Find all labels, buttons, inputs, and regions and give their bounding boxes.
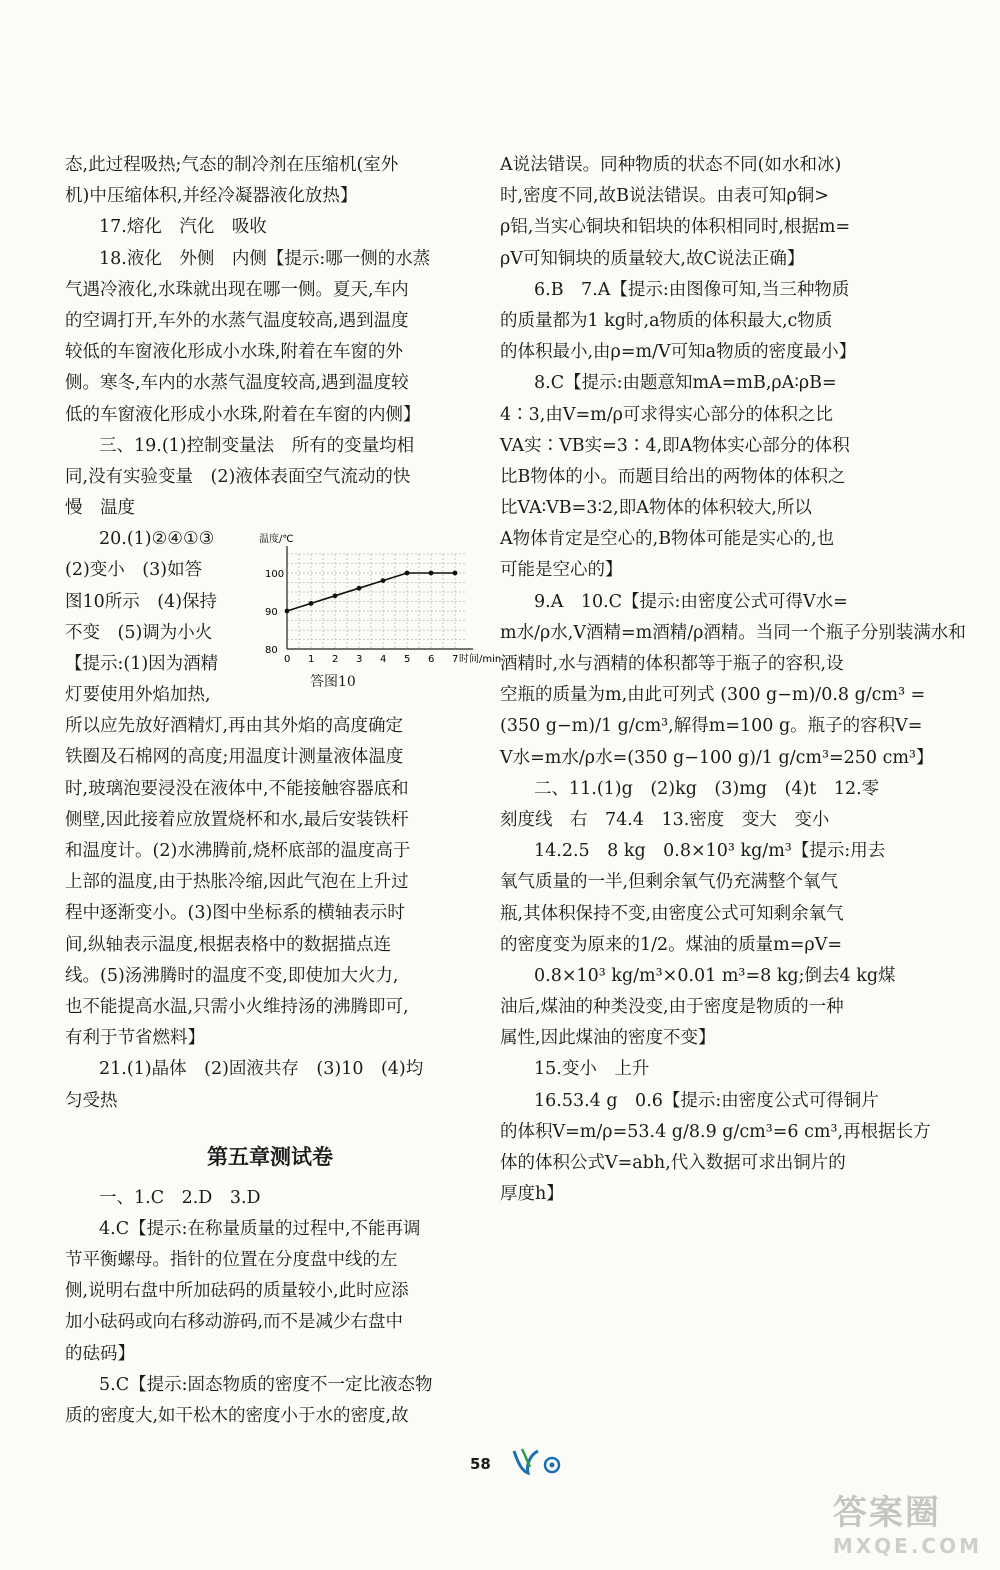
x-axis-label: 时间/min (459, 654, 502, 666)
text-line: 16.53.4 g 0.6【提示:由密度公式可得铜片 (534, 1090, 879, 1111)
text-line: 同,没有实验变量 (2)液体表面空气流动的快 (65, 466, 411, 487)
text-line: 8.C【提示:由题意知mA=mB,ρA∶ρB= (534, 373, 837, 394)
text-line: 一、1.C 2.D 3.D (99, 1187, 261, 1208)
chart-caption: 答图10 (310, 674, 356, 691)
text-line: 侧壁,因此接着应放置烧杯和水,最后安装铁杆 (65, 809, 409, 830)
text-line: ρ铝,当实心铜块和铝块的体积相同时,根据m= (500, 217, 851, 238)
text-line: 态,此过程吸热;气态的制冷剂在压缩机(室外 (65, 155, 399, 175)
text-line: 侧。寒冬,车内的水蒸气温度较高,遇到温度较 (65, 373, 409, 394)
text-line: 机)中压缩体积,并经冷凝器液化放热】 (65, 186, 358, 207)
text-line: VA实∶VB实=3∶4,即A物体实心部分的体积 (500, 435, 850, 456)
text-line: 的体积最小,由ρ=m/V可知a物质的密度最小】 (500, 342, 857, 363)
text-line: 图10所示 (4)保持 (65, 591, 218, 612)
text-line: 上部的温度,由于热胀冷缩,因此气泡在上升过 (65, 872, 409, 893)
x-tick-label: 6 (428, 654, 435, 666)
y-tick-label: 100 (265, 569, 285, 581)
text-line: 14.2.5 8 kg 0.8×10³ kg/m³【提示:用去 (534, 841, 886, 862)
text-line: 的体积V=m/ρ=53.4 g/8.9 g/cm³=6 cm³,再根据长方 (500, 1121, 931, 1142)
text-line: 18.液化 外侧 内侧【提示:哪一侧的水蒸 (99, 248, 431, 269)
text-line: 21.(1)晶体 (2)固液共存 (3)10 (4)均 (99, 1059, 424, 1080)
text-line: 的砝码】 (65, 1343, 135, 1364)
text-line: 空瓶的质量为m,由此可列式 (300 g−m)/0.8 g/cm³ = (500, 685, 926, 706)
y-tick-label: 80 (265, 645, 278, 657)
data-point (333, 594, 338, 599)
text-line: 刻度线 右 74.4 13.密度 变大 变小 (500, 809, 830, 830)
text-line: 和温度计。(2)水沸腾前,烧杯底部的温度高于 (65, 841, 411, 861)
data-point (381, 578, 386, 583)
text-line: 比VA∶VB=3∶2,即A物体的体积较大,所以 (500, 498, 812, 519)
left-text-block-a (65, 150, 475, 524)
text-line: 属性,因此煤油的密度不变】 (500, 1028, 716, 1049)
text-line: 慢 温度 (65, 498, 135, 519)
text-line: 【提示:(1)因为酒精 (65, 654, 219, 674)
left-column (65, 150, 502, 1432)
text-line: 程中逐渐变小。(3)图中坐标系的横轴表示时 (65, 903, 405, 924)
watermark (833, 1485, 982, 1558)
text-line: 的空调打开,车外的水蒸气温度较高,遇到温度 (65, 310, 409, 331)
x-tick-label: 2 (332, 654, 339, 666)
x-tick-label: 3 (356, 654, 363, 666)
text-line: m水/ρ水,V酒精=m酒精/ρ酒精。当同一个瓶子分别装满水和 (500, 622, 966, 643)
text-line: 低的车窗液化形成小水珠,附着在车窗的内侧】 (65, 404, 421, 425)
watermark-sub: MXQE.COM (832, 1534, 982, 1558)
text-line: 瓶,其体积保持不变,由密度公式可知剩余氧气 (500, 903, 844, 924)
text-line: 不变 (5)调为小火 (65, 622, 213, 643)
data-point (405, 571, 410, 576)
text-line: 6.B 7.A【提示:由图像可知,当三种物质 (534, 279, 850, 300)
text-line: 0.8×10³ kg/m³×0.01 m³=8 kg;倒去4 kg煤 (534, 965, 896, 986)
text-line: 15.变小 上升 (534, 1059, 650, 1080)
text-line: 二、11.(1)g (2)kg (3)mg (4)t 12.零 (534, 778, 880, 799)
text-line: 20.(1)②④①③ (99, 529, 215, 550)
text-line: 气遇冷液化,水珠就出现在哪一侧。夏天,车内 (65, 279, 409, 300)
text-line: (350 g−m)/1 g/cm³,解得m=100 g。瓶子的容积V= (500, 716, 923, 737)
x-tick-label: 1 (308, 654, 315, 666)
temperature-time-chart (255, 532, 502, 707)
text-line: 间,纵轴表示温度,根据表格中的数据描点连 (65, 934, 392, 955)
data-point (453, 571, 458, 576)
text-line: 时,密度不同,故B说法错误。由表可知ρ铜> (500, 186, 829, 207)
chart-svg (255, 532, 502, 667)
text-line: 比B物体的小。而题目给出的两物体的体积之 (500, 466, 846, 487)
text-line: 加小砝码或向右移动游码,而不是减少右盘中 (65, 1312, 404, 1333)
question-20-text (65, 524, 250, 711)
text-line: 17.熔化 汽化 吸收 (99, 217, 267, 238)
chapter-heading: 第五章测试卷 (207, 1143, 333, 1169)
text-line: 4.C【提示:在称量质量的过程中,不能再调 (99, 1218, 421, 1239)
data-point (285, 609, 290, 614)
data-point (429, 571, 434, 576)
text-line: 也不能提高水温,只需小火维持汤的沸腾即可, (65, 996, 409, 1017)
x-tick-label: 7 (452, 654, 459, 666)
text-line: 有利于节省燃料】 (65, 1028, 205, 1049)
text-line: 可能是空心的】 (500, 560, 623, 581)
text-line: 较低的车窗液化形成小水珠,附着在车窗的外 (65, 342, 404, 363)
page-number: 58 (470, 1455, 491, 1473)
text-line: 质的密度大,如干松木的密度小于水的密度,故 (65, 1406, 409, 1426)
text-line: 线。(5)汤沸腾时的温度不变,即使加大火力, (65, 965, 399, 986)
text-line: 4∶3,由V=m/ρ可求得实心部分的体积之比 (500, 404, 833, 425)
x-tick-label: 0 (284, 654, 291, 666)
text-line: 9.A 10.C【提示:由密度公式可得V水= (534, 591, 848, 612)
text-line: 氧气质量的一半,但剩余氧气仍充满整个氧气 (500, 872, 839, 893)
swirl-logo-icon (508, 1445, 568, 1483)
text-line: 的质量都为1 kg时,a物质的体积最大,c物质 (500, 310, 833, 331)
y-axis-label: 温度/℃ (259, 534, 294, 546)
text-line: 侧,说明右盘中所加砝码的质量较小,此时应添 (65, 1281, 409, 1302)
text-line: 体的体积公式V=abh,代入数据可求出铜片的 (500, 1153, 846, 1173)
left-text-block-b (65, 711, 475, 1116)
text-line: 匀受热 (65, 1090, 118, 1111)
text-line: 灯要使用外焰加热, (65, 685, 211, 706)
text-line: A说法错误。同种物质的状态不同(如水和冰) (500, 155, 842, 175)
text-line: 所以应先放好酒精灯,再由其外焰的高度确定 (65, 716, 404, 737)
left-text-block-c (65, 1183, 475, 1433)
text-line: (2)变小 (3)如答 (65, 560, 203, 581)
text-line: 节平衡螺母。指针的位置在分度盘中线的左 (65, 1250, 398, 1271)
question-20-block (65, 524, 502, 711)
text-line: 三、19.(1)控制变量法 所有的变量均相 (99, 435, 415, 456)
text-line: V水=m水/ρ水=(350 g−100 g)/1 g/cm³=250 cm³】 (500, 747, 934, 768)
data-point (309, 601, 314, 606)
text-line: 的密度变为原来的1/2。煤油的质量m=ρV= (500, 934, 843, 955)
watermark-main: 答案圈 (832, 1493, 941, 1533)
text-line: 时,玻璃泡要浸没在液体中,不能接触容器底和 (65, 778, 409, 799)
text-line: A物体肯定是空心的,B物体可能是实心的,也 (500, 529, 835, 550)
text-line: ρV可知铜块的质量较大,故C说法正确】 (500, 248, 805, 269)
right-column (500, 150, 966, 1210)
y-tick-label: 90 (265, 607, 278, 619)
text-line: 5.C【提示:固态物质的密度不一定比液态物 (99, 1374, 433, 1395)
x-tick-label: 5 (404, 654, 411, 666)
data-point (357, 586, 362, 591)
text-line: 酒精时,水与酒精的体积都等于瓶子的容积,设 (500, 654, 844, 674)
text-line: 厚度h】 (500, 1184, 564, 1205)
x-tick-label: 4 (380, 654, 387, 666)
text-line: 铁圈及石棉网的高度;用温度计测量液体温度 (65, 747, 404, 768)
text-line: 油后,煤油的种类没变,由于密度是物质的一种 (500, 997, 844, 1018)
